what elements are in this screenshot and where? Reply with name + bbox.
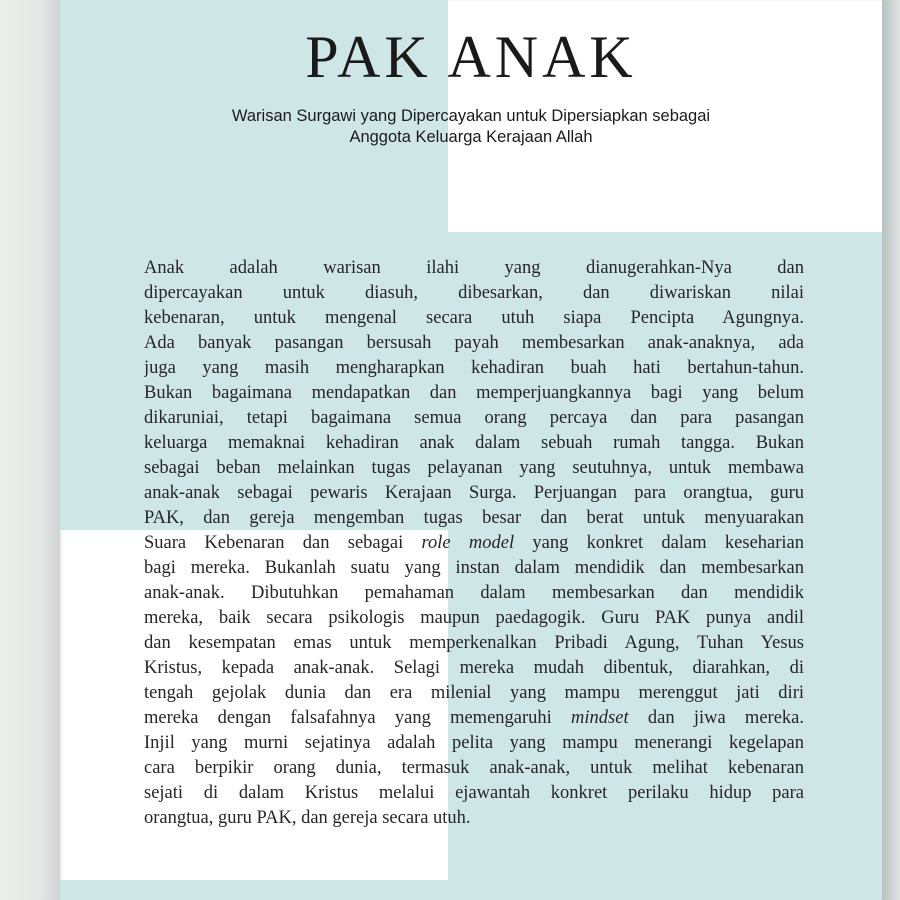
synopsis-line-with-italic: [144, 706, 804, 731]
italic-term: role model: [421, 533, 515, 553]
synopsis-line: Injil yang murni sejatinya adalah pelita yang mampu menerangi kegelapan: [144, 733, 804, 753]
line-text: Suara Kebenaran dan sebagai: [144, 533, 422, 553]
synopsis-line: PAK, dan gereja mengemban tugas besar dan berat untuk menyuarakan: [144, 508, 804, 528]
synopsis-line-with-italic: [144, 531, 804, 556]
book-spine-edge: [0, 0, 60, 900]
page-edge: [882, 0, 900, 900]
synopsis-line: kebenaran, untuk mengenal secara utuh siapa Pencipta Agungnya.: [144, 308, 804, 328]
book-subtitle: [120, 106, 822, 148]
line-text: mereka dengan falsafahnya yang memengaruhi: [144, 708, 572, 728]
book-back-cover: [60, 0, 882, 900]
synopsis-line: Kristus, kepada anak-anak. Selagi mereka mudah dibentuk, diarahkan, di: [144, 658, 804, 678]
synopsis-line: dan kesempatan emas untuk memperkenalkan Pribadi Agung, Tuhan Yesus: [144, 633, 804, 653]
subtitle-line: Anggota Keluarga Kerajaan Allah: [349, 128, 593, 146]
synopsis-line: sebagai beban melainkan tugas pelayanan yang seutuhnya, untuk membawa: [144, 458, 804, 478]
synopsis-line: keluarga memaknai kehadiran anak dalam sebuah rumah tangga. Bukan: [144, 433, 804, 453]
synopsis-line: cara berpikir orang dunia, termasuk anak-anak, untuk melihat kebenaran: [144, 758, 804, 778]
italic-term: mindset: [571, 708, 629, 728]
synopsis-line: Bukan bagaimana mendapatkan dan memperjuangkannya bagi yang belum: [144, 383, 804, 403]
synopsis-line: anak-anak sebagai pewaris Kerajaan Surga. Perjuangan para orangtua, guru: [144, 483, 804, 503]
subtitle-line: Warisan Surgawi yang Dipercayakan untuk Dipersiapkan sebagai: [231, 107, 711, 125]
synopsis-line: tengah gejolak dunia dan era milenial yang mampu merenggut jati diri: [144, 683, 804, 703]
synopsis-line: dipercayakan untuk diasuh, dibesarkan, dan diwariskan nilai: [144, 283, 804, 303]
synopsis-line: anak-anak. Dibutuhkan pemahaman dalam membesarkan dan mendidik: [144, 583, 804, 603]
synopsis-line: bagi mereka. Bukanlah suatu yang instan dalam mendidik dan membesarkan: [144, 558, 804, 578]
synopsis-paragraph: [144, 256, 804, 831]
synopsis-line: dikaruniai, tetapi bagaimana semua orang percaya dan para pasangan: [144, 408, 804, 428]
accent-block-bottom-left: [60, 880, 448, 900]
synopsis-line: Anak adalah warisan ilahi yang dianugerahkan-Nya dan: [144, 258, 804, 278]
synopsis-line: mereka, baik secara psikologis maupun paedagogik. Guru PAK punya andil: [144, 608, 804, 628]
book-title: PAK ANAK: [305, 24, 637, 90]
line-text: yang konkret dalam keseharian: [514, 533, 804, 553]
line-text: dan jiwa mereka.: [628, 708, 804, 728]
synopsis-line: Ada banyak pasangan bersusah payah membesarkan anak-anaknya, ada: [144, 333, 804, 353]
synopsis-line: sejati di dalam Kristus melalui ejawantah konkret perilaku hidup para: [144, 783, 804, 803]
synopsis-line: juga yang masih mengharapkan kehadiran buah hati bertahun-tahun.: [144, 358, 804, 378]
synopsis-line: orangtua, guru PAK, dan gereja secara utuh.: [144, 808, 471, 828]
